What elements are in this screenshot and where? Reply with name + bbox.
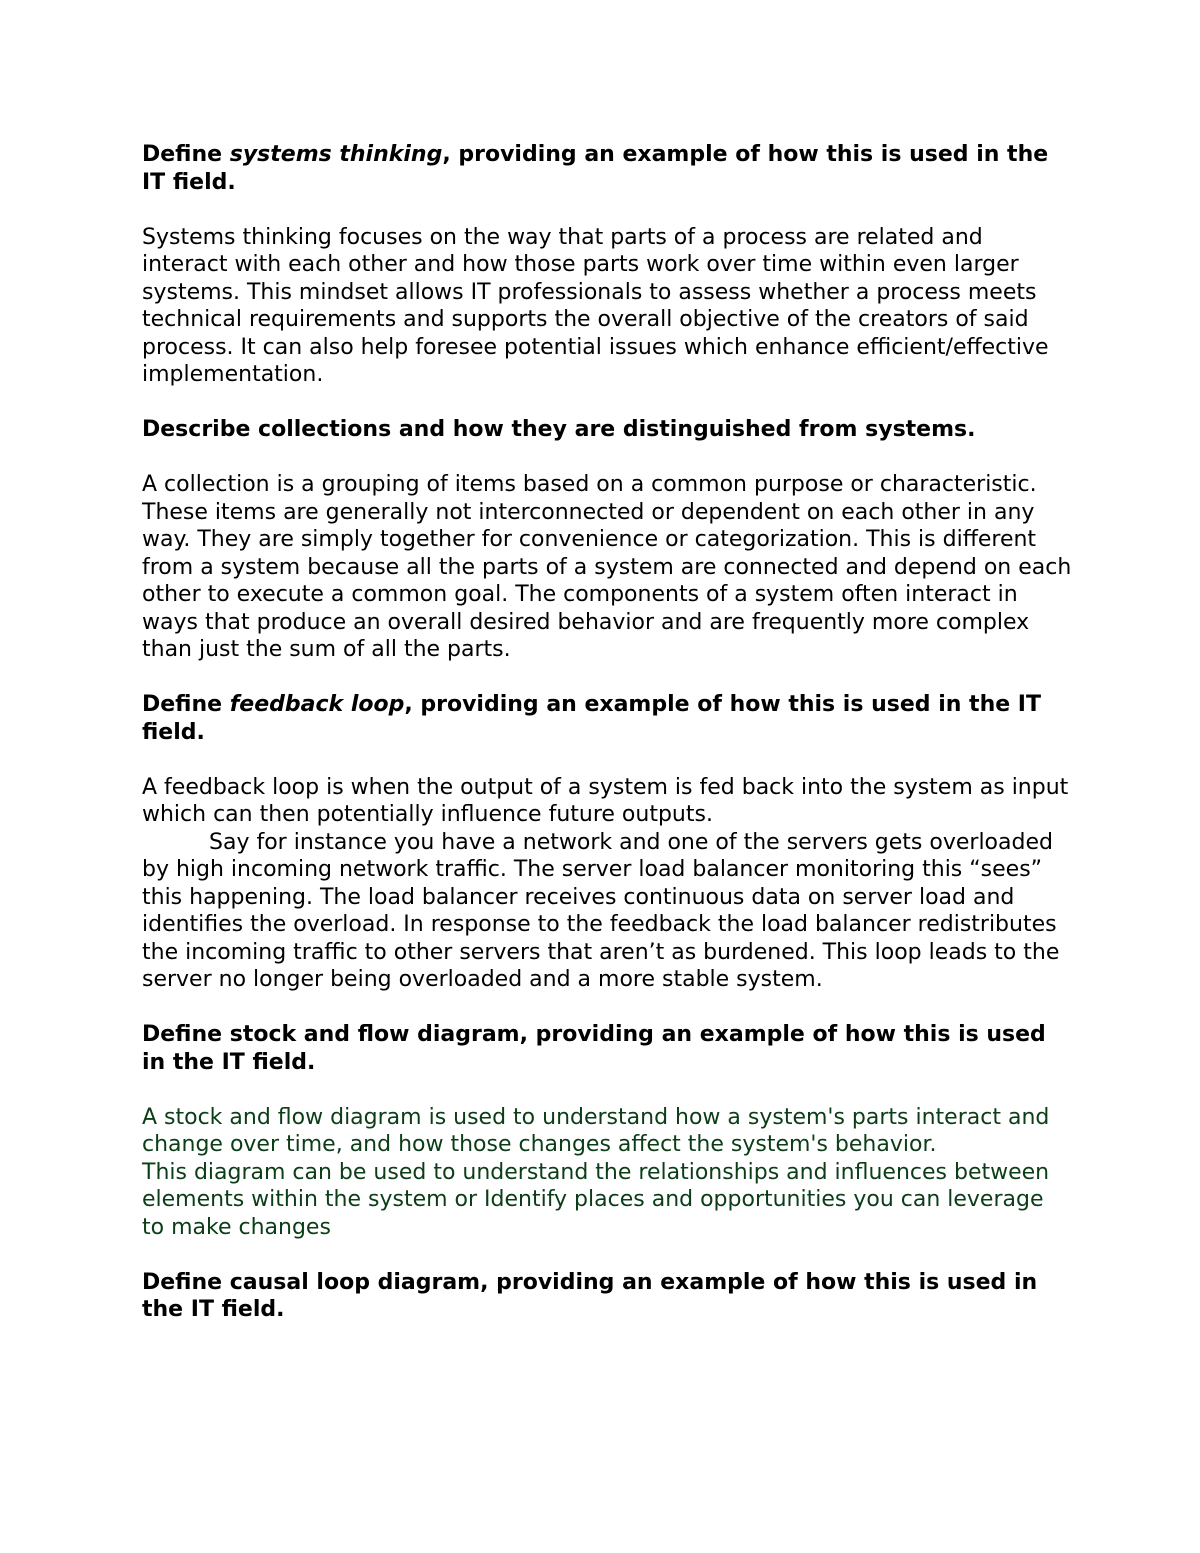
answer-collections: A collection is a grouping of items based on a common purpose or characteristic. These items are generally not interconnected or dependent on each other in any way. They are simply together for convenience or categorization. This is different from a system because all the parts of a system are connected and depend on each other to execute a common goal. The components of a system often interact in ways that produce an overall desired behavior and are frequently more complex than just the sum of all the parts.: [142, 472, 1072, 662]
question-term: feedback loop: [229, 692, 405, 717]
answer-feedback-loop: [142, 774, 1072, 994]
question-prefix: Define: [142, 142, 230, 167]
document-page: [142, 141, 1072, 1351]
answer-paragraph: A feedback loop is when the output of a system is fed back into the system as input which can then potentially influence future outputs.: [142, 774, 1069, 827]
question-stock-and-flow: Define stock and flow diagram, providing an example of how this is used in the IT field.: [142, 1022, 1046, 1075]
question-suffix: , providing an example of how this is used in the IT field.: [142, 692, 1042, 745]
question-causal-loop: Define causal loop diagram, providing an example of how this is used in the IT field.: [142, 1269, 1038, 1322]
question-term: systems thinking: [229, 142, 443, 167]
answer-paragraph: This diagram can be used to understand the relationships and influences between elements within the system or Identify places and opportunities you can leverage to make changes: [142, 1159, 1050, 1240]
question-prefix: Define: [142, 692, 230, 717]
question-collections: Describe collections and how they are distinguished from systems.: [142, 417, 976, 442]
answer-paragraph: A stock and flow diagram is used to understand how a system's parts interact and change over time, and how those changes affect the system's behavior.: [142, 1104, 1050, 1157]
answer-paragraph-example: Say for instance you have a network and one of the servers gets overloaded by high incoming network traffic. The server load balancer monitoring this “sees” this happening. The load balancer receives continuous data on server load and identifies the overload. In response to the feedback the load balancer redistributes the incoming traffic to other servers that aren’t as burdened. This loop leads to the server no longer being overloaded and a more stable system.: [142, 829, 1060, 992]
question-suffix: , providing an example of how this is used in the IT field.: [142, 142, 1049, 195]
question-feedback-loop: [142, 691, 1072, 746]
answer-stock-and-flow: [142, 1104, 1072, 1242]
answer-systems-thinking: Systems thinking focuses on the way that parts of a process are related and interact with each other and how those parts work over time within even larger systems. This mindset allows IT professionals to assess whether a process meets technical requirements and supports the overall objective of the creators of said process. It can also help foresee potential issues which enhance efficient/effective implementation.: [142, 224, 1049, 387]
question-systems-thinking: [142, 141, 1072, 196]
